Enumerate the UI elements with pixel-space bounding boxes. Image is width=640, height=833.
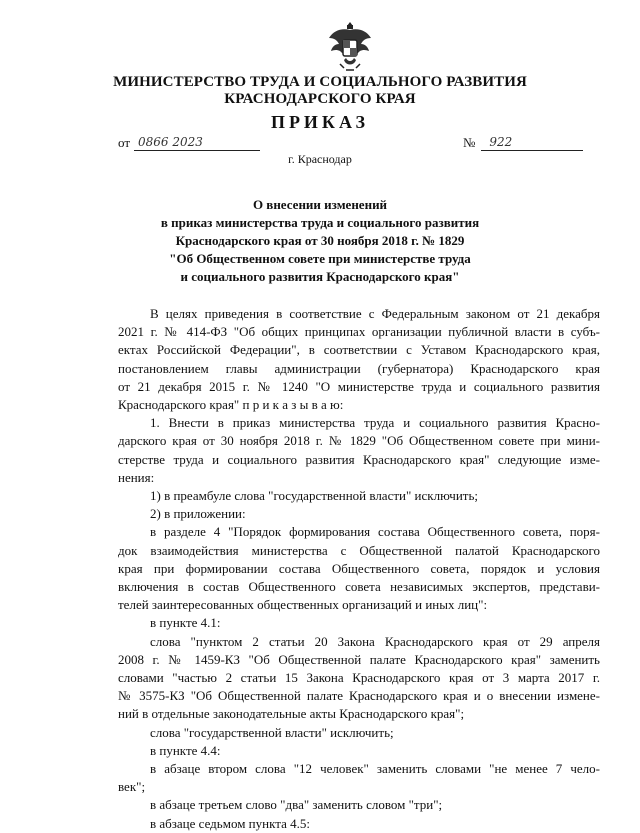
subject-line: О внесении изменений: [252, 197, 388, 212]
subject-heading: [0, 196, 640, 286]
body-line: № 3575-КЗ "Об Общественной палате Краснодарского края и о внесении измене-: [118, 688, 600, 704]
body-line: включения в состав Общественного совета независимых экспертов, представи-: [118, 579, 600, 595]
number-handwritten: 922: [481, 134, 583, 151]
body-line: от 21 декабря 2015 г. № 1240 "О министерстве труда и социального развития: [118, 378, 600, 394]
body-line: 2) в приложении:: [150, 506, 246, 522]
body-line: края при формировании состава Общественного совета, порядок и условия: [118, 560, 600, 576]
body-line: дарского края от 30 ноября 2018 г. № 1829 "Об Общественном совете при мини-: [118, 433, 600, 449]
subject-line: Краснодарского края от 30 ноября 2018 г. № 1829: [175, 233, 465, 248]
body-line: 1. Внести в приказ министерства труда и социального развития Красно-: [150, 415, 600, 431]
date-row: [118, 134, 260, 151]
doc-type-title: ПРИКАЗ: [270, 112, 370, 132]
body-line: 2021 г. № 414-ФЗ "Об общих принципах организации публичной власти в субъ-: [118, 324, 600, 340]
body-line: в пункте 4.4:: [150, 742, 221, 758]
body-line: в абзаце втором слова "12 человек" заменить словами "не менее 7 чело-: [150, 761, 600, 777]
body-line: в разделе 4 "Порядок формирования состава Общественного совета, поря-: [150, 524, 600, 540]
body-line: телей заинтересованных общественных организаций и иных лиц":: [118, 597, 488, 613]
date-handwritten: 0866 2023: [134, 134, 260, 151]
number-row: [463, 134, 583, 151]
body-line: слова "пунктом 2 статьи 20 Закона Краснодарского края от 29 апреля: [150, 633, 600, 649]
body-line: постановлением главы администрации (губернатора) Краснодарского края: [118, 360, 600, 376]
number-prefix: №: [463, 135, 476, 150]
date-prefix: от: [118, 135, 131, 150]
subject-line: в приказ министерства труда и социального развития: [160, 215, 480, 230]
body-line: стерстве труда и социального развития Краснодарского края" следующие изме-: [118, 451, 600, 467]
body-line: словами "частью 2 статьи 15 Закона Краснодарского края от 3 марта 2017 г.: [118, 670, 600, 686]
body-line: док взаимодействия министерства с Общественной палатой Краснодарского: [118, 542, 600, 558]
body-line: Краснодарского края" п р и к а з ы в а ю:: [118, 397, 344, 413]
ministry-line-1: МИНИСТЕРСТВО ТРУДА И СОЦИАЛЬНОГО РАЗВИТИЯ: [113, 74, 527, 90]
body-line: в абзаце седьмом пункта 4.5:: [150, 815, 310, 831]
body-line: В целях приведения в соответствие с Федеральным законом от 21 декабря: [150, 306, 600, 321]
body-line: ектах Российской Федерации", в соответствии с Уставом Краснодарского края,: [118, 342, 600, 358]
ministry-line-2: КРАСНОДАРСКОГО КРАЯ: [224, 91, 416, 107]
ministry-name: [0, 74, 640, 108]
body-line: 1) в преамбуле слова "государственной власти" исключить;: [150, 488, 479, 504]
body-line: нения:: [118, 469, 155, 485]
body-line: ний в отдельные законодательные акты Краснодарского края";: [118, 706, 465, 722]
coat-of-arms-icon: [326, 20, 374, 74]
document-body: [118, 305, 600, 833]
body-line: слова "государственной власти" исключить;: [150, 724, 394, 740]
body-line: в абзаце третьем слово "два" заменить словом "три";: [150, 797, 443, 813]
subject-line: и социального развития Краснодарского края": [180, 269, 460, 284]
city: г. Краснодар: [288, 152, 352, 166]
body-line: век";: [118, 779, 146, 795]
body-line: 2008 г. № 1459-КЗ "Об Общественной палате Краснодарского края" заменить: [118, 651, 600, 667]
subject-line: "Об Общественном совете при министерстве труда: [169, 251, 471, 266]
body-line: в пункте 4.1:: [150, 615, 221, 631]
